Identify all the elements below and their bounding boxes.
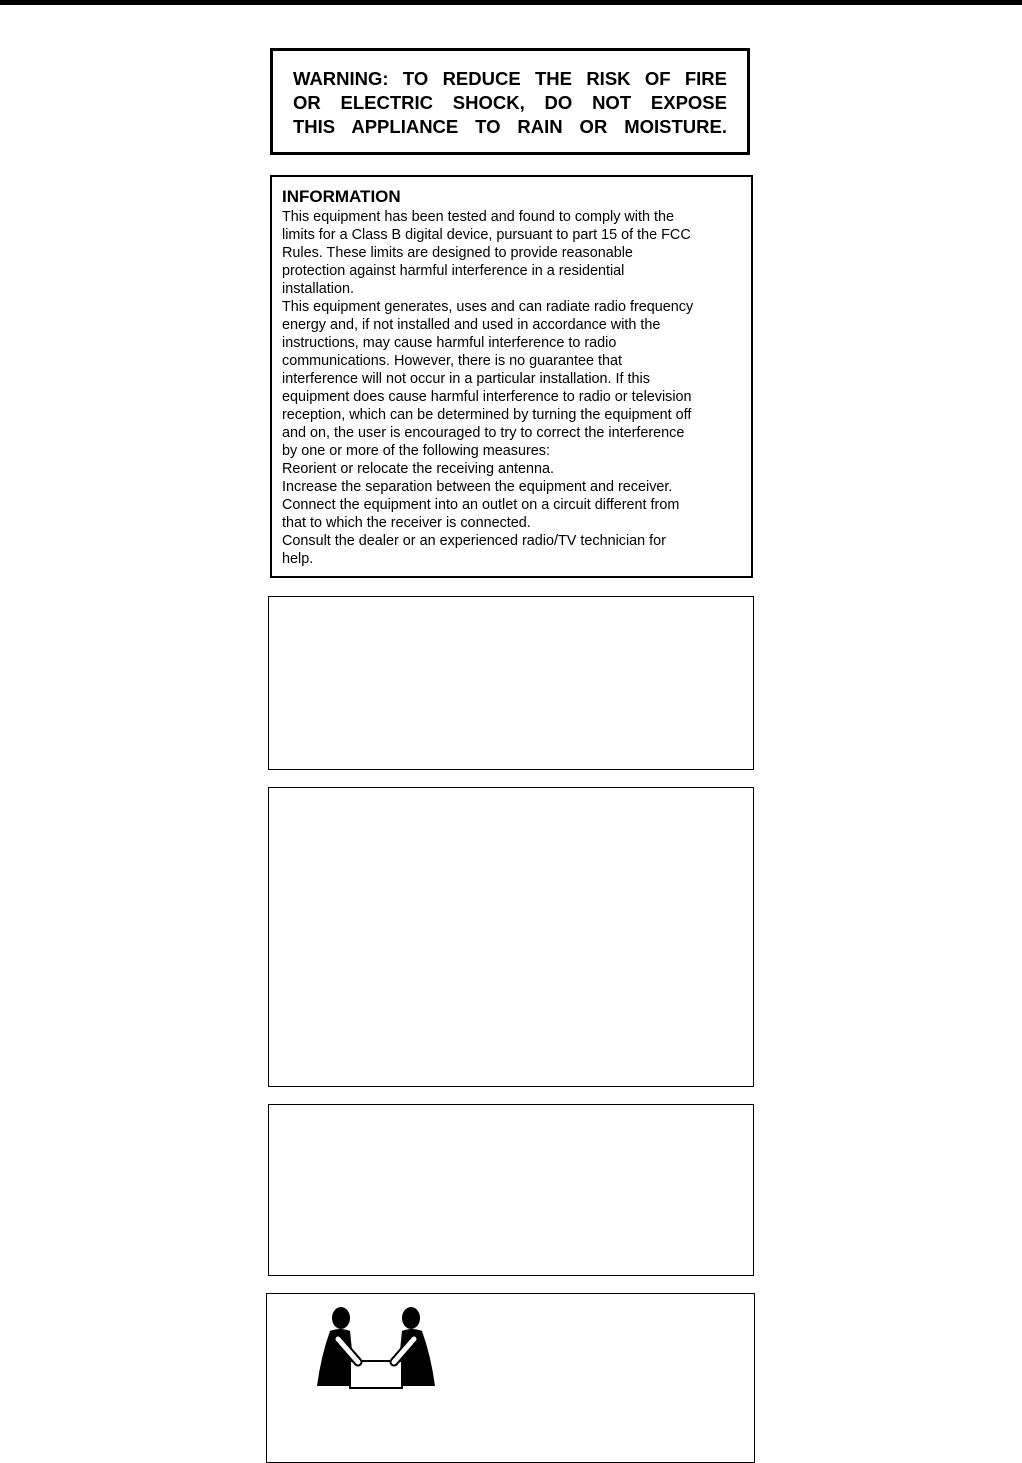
- information-line: interference will not occur in a particular installation. If this: [282, 371, 650, 387]
- information-line: Consult the dealer or an experienced radio/TV technician for: [282, 533, 666, 549]
- warning-line: WARNING: TO REDUCE THE RISK OF FIRE: [293, 68, 727, 89]
- empty-notice-box: [268, 596, 754, 770]
- information-line: This equipment generates, uses and can radiate radio frequency: [282, 299, 694, 315]
- information-line: limits for a Class B digital device, pursuant to part 15 of the FCC: [282, 227, 691, 243]
- information-line: that to which the receiver is connected.: [282, 515, 531, 531]
- information-line: Rules. These limits are designed to provide reasonable: [282, 245, 633, 261]
- information-line: instructions, may cause harmful interference to radio: [282, 335, 617, 351]
- information-line: reception, which can be determined by turning the equipment off: [282, 407, 692, 423]
- warning-box: [270, 48, 750, 155]
- information-line: installation.: [282, 281, 354, 297]
- warning-line: OR ELECTRIC SHOCK, DO NOT EXPOSE: [293, 92, 727, 113]
- information-line: equipment does cause harmful interference to radio or television: [282, 389, 692, 405]
- top-rule: [0, 0, 1022, 5]
- information-line: by one or more of the following measures:: [282, 443, 550, 459]
- empty-notice-box: [268, 787, 754, 1087]
- information-line: energy and, if not installed and used in accordance with the: [282, 317, 661, 333]
- two-person-lift-icon: [316, 1306, 436, 1390]
- information-line: protection against harmful interference in a residential: [282, 263, 625, 279]
- information-line: Increase the separation between the equipment and receiver.: [282, 479, 673, 495]
- information-line: communications. However, there is no guarantee that: [282, 353, 622, 369]
- information-line: This equipment has been tested and found to comply with the: [282, 209, 674, 225]
- empty-notice-box: [268, 1104, 754, 1276]
- warning-line: THIS APPLIANCE TO RAIN OR MOISTURE.: [293, 116, 727, 137]
- lifting-notice-box: [266, 1293, 755, 1463]
- information-line: Connect the equipment into an outlet on a circuit different from: [282, 497, 680, 513]
- information-line: help.: [282, 551, 314, 567]
- information-line: and on, the user is encouraged to try to correct the interference: [282, 425, 685, 441]
- information-box: [270, 175, 753, 578]
- information-line: Reorient or relocate the receiving antenna.: [282, 461, 554, 477]
- information-title: INFORMATION: [282, 187, 401, 206]
